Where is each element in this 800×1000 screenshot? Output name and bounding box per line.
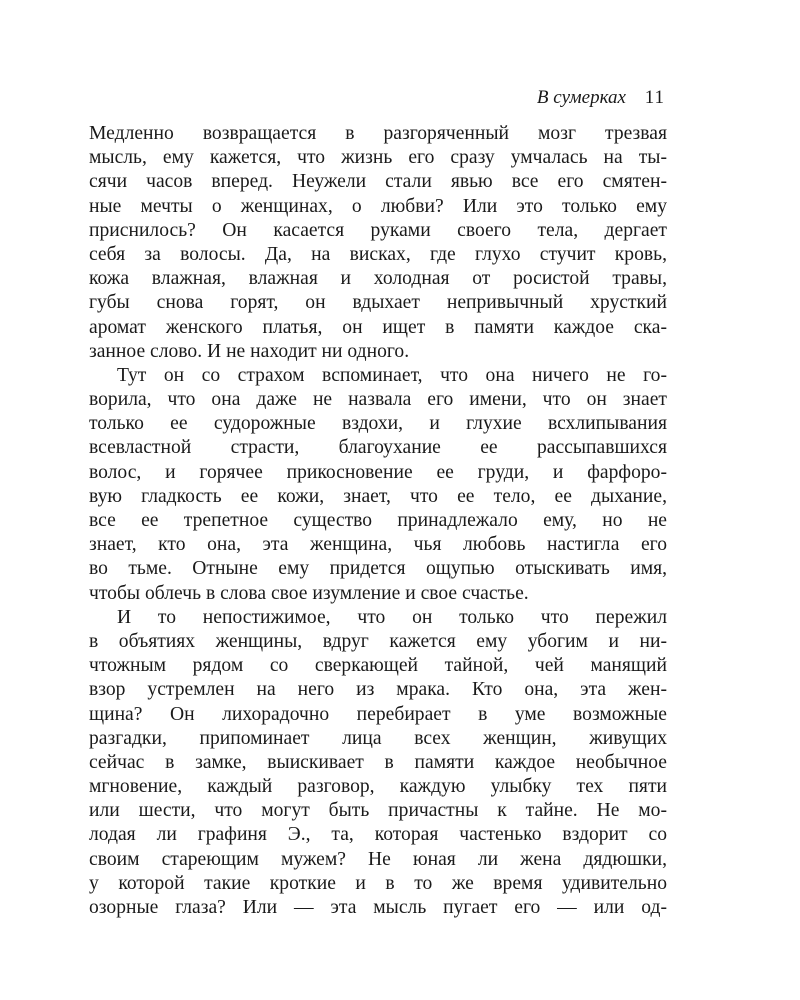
page-number: 11: [644, 87, 665, 108]
text-line: вую гладкость ее кожи, знает, что ее тело, ее дыхание,: [89, 485, 667, 507]
paragraph-start-line: И то непостижимое, что он только что пережил: [117, 606, 667, 628]
text-line: ные мечты о женщинах, о любви? Или это только ему: [89, 195, 667, 217]
text-line: мысль, ему кажется, что жизнь его сразу умчалась на ты-: [89, 147, 667, 169]
text-line: чтожным рядом со сверкающей тайной, чей манящий: [89, 655, 667, 677]
text-line: приснилось? Он касается руками своего тела, дергает: [89, 219, 667, 241]
text-line: во тьме. Отныне ему придется ощупью отыскивать имя,: [89, 558, 667, 580]
text-line: знает, кто она, эта женщина, чья любовь настигла его: [89, 534, 667, 556]
text-line: кожа влажная, влажная и холодная от росистой травы,: [89, 268, 667, 290]
text-line: мгновение, каждый разговор, каждую улыбку тех пяти: [89, 776, 667, 798]
running-head: [537, 86, 665, 110]
text-line: себя за волосы. Да, на висках, где глухо стучит кровь,: [89, 243, 667, 265]
text-line: или шести, что могут быть причастны к тайне. Не мо-: [89, 800, 667, 822]
text-line: щина? Он лихорадочно перебирает в уме возможные: [89, 703, 667, 725]
text-line: лодая ли графиня Э., та, которая частенько вздорит со: [89, 824, 667, 846]
text-line: сейчас в замке, выискивает в памяти каждое необычное: [89, 751, 667, 773]
text-line: в объятиях женщины, вдруг кажется ему убогим и ни-: [89, 630, 667, 652]
text-line: аромат женского платья, он ищет в памяти каждое ска-: [89, 316, 667, 338]
text-line: губы снова горят, он вдыхает непривычный хрусткий: [89, 292, 667, 314]
paragraph-start-line: Тут он со страхом вспоминает, что она ничего не го-: [117, 364, 667, 386]
text-line: сячи часов вперед. Неужели стали явью все его смятен-: [89, 171, 667, 193]
text-line: своим стареющим мужем? Не юная ли жена дядюшки,: [89, 848, 667, 870]
paragraph-end-line: чтобы облечь в слова свое изумление и свое счастье.: [89, 582, 529, 604]
text-line: озорные глаза? Или — эта мысль пугает его — или од-: [89, 897, 667, 918]
text-line: разгадки, припоминает лица всех женщин, живущих: [89, 727, 667, 749]
text-line: только ее судорожные вздохи, и глухие всхлипывания: [89, 413, 667, 435]
text-line: у которой такие кроткие и в то же время удивительно: [89, 872, 667, 894]
body-text: [89, 122, 667, 920]
text-line: все ее трепетное существо принадлежало ему, но не: [89, 510, 667, 531]
paragraph-end-line: занное слово. И не находит ни одного.: [89, 340, 410, 362]
text-line: взор устремлен на него из мрака. Кто она, эта жен-: [89, 679, 667, 701]
text-line: волос, и горячее прикосновение ее груди, и фарфоро-: [89, 461, 667, 483]
text-line: всевластной страсти, благоухание ее рассыпавшихся: [89, 437, 667, 459]
text-line: Медленно возвращается в разгоряченный мозг трезвая: [89, 123, 667, 144]
text-line: ворила, что она даже не назвала его имени, что он знает: [89, 389, 667, 411]
section-title: В сумерках: [536, 87, 626, 108]
